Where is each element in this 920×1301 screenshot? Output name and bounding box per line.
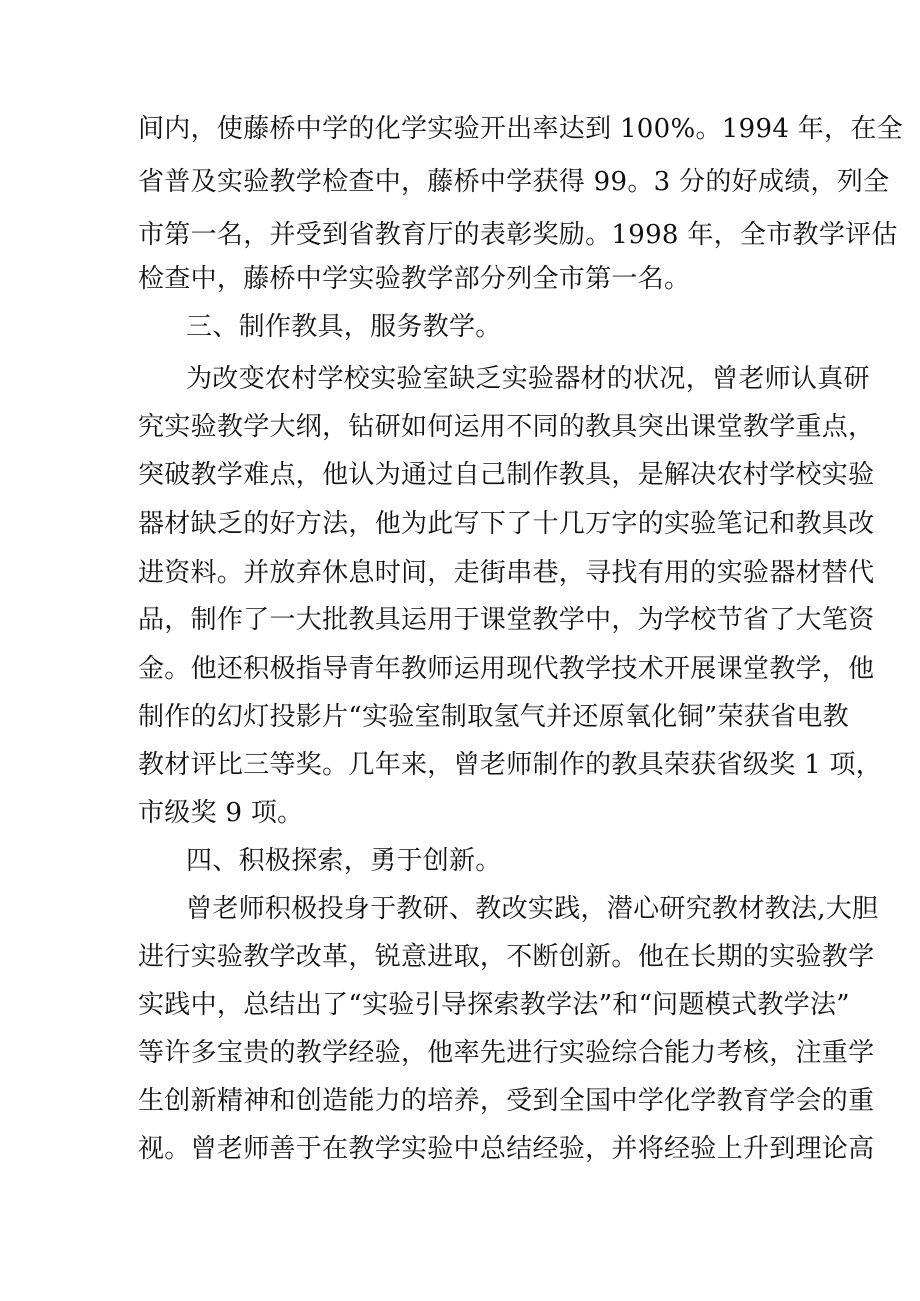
text-line: 生创新精神和创造能力的培养，受到全国中学化学教育学会的重	[138, 1086, 875, 1116]
text-line: 器材缺乏的好方法，他为此写下了十几万字的实验笔记和教具改	[138, 509, 875, 539]
text-line: 市级奖 9 项。	[138, 798, 304, 828]
text-line: 省普及实验教学检查中，藤桥中学获得 99。3 分的好成绩，列全	[138, 167, 890, 197]
text-line: 为改变农村学校实验室缺乏实验器材的状况，曾老师认真研	[186, 364, 870, 394]
text-line: 教材评比三等奖。几年来，曾老师制作的教具荣获省级奖 1 项，	[138, 750, 883, 780]
text-line: 间内，使藤桥中学的化学实验开出率达到 100%。1994 年，在全	[138, 114, 903, 144]
text-line: 品，制作了一大批教具运用于课堂教学中，为学校节省了大笔资	[138, 605, 875, 635]
text-line: 实践中，总结出了“实验引导探索教学法”和“问题模式教学法”	[138, 990, 850, 1020]
text-line: 制作的幻灯投影片“实验室制取氢气并还原氧化铜”荣获省电教	[138, 702, 849, 732]
text-line: 曾老师积极投身于教研、教改实践，潜心研究教材教法,大胆	[186, 894, 879, 924]
text-line: 进资料。并放弃休息时间，走街串巷，寻找有用的实验器材替代	[138, 558, 875, 588]
text-line: 进行实验教学改革，锐意进取，不断创新。他在长期的实验教学	[138, 942, 875, 972]
text-line: 金。他还积极指导青年教师运用现代教学技术开展课堂教学，他	[138, 654, 875, 684]
text-line: 突破教学难点，他认为通过自己制作教具，是解决农村学校实验	[138, 460, 875, 490]
text-line: 市第一名，并受到省教育厅的表彰奖励。1998 年，全市教学评估	[138, 220, 898, 250]
section-heading-3: 三、制作教具，服务教学。	[186, 312, 502, 342]
text-line: 究实验教学大纲，钻研如何运用不同的教具突出课堂教学重点，	[138, 412, 875, 442]
section-heading-4: 四、积极探索，勇于创新。	[186, 846, 502, 876]
text-line: 检查中，藤桥中学实验教学部分列全市第一名。	[138, 264, 691, 294]
text-line: 等许多宝贵的教学经验，他率先进行实验综合能力考核，注重学	[138, 1038, 875, 1068]
text-line: 视。曾老师善于在教学实验中总结经验，并将经验上升到理论高	[138, 1134, 875, 1164]
